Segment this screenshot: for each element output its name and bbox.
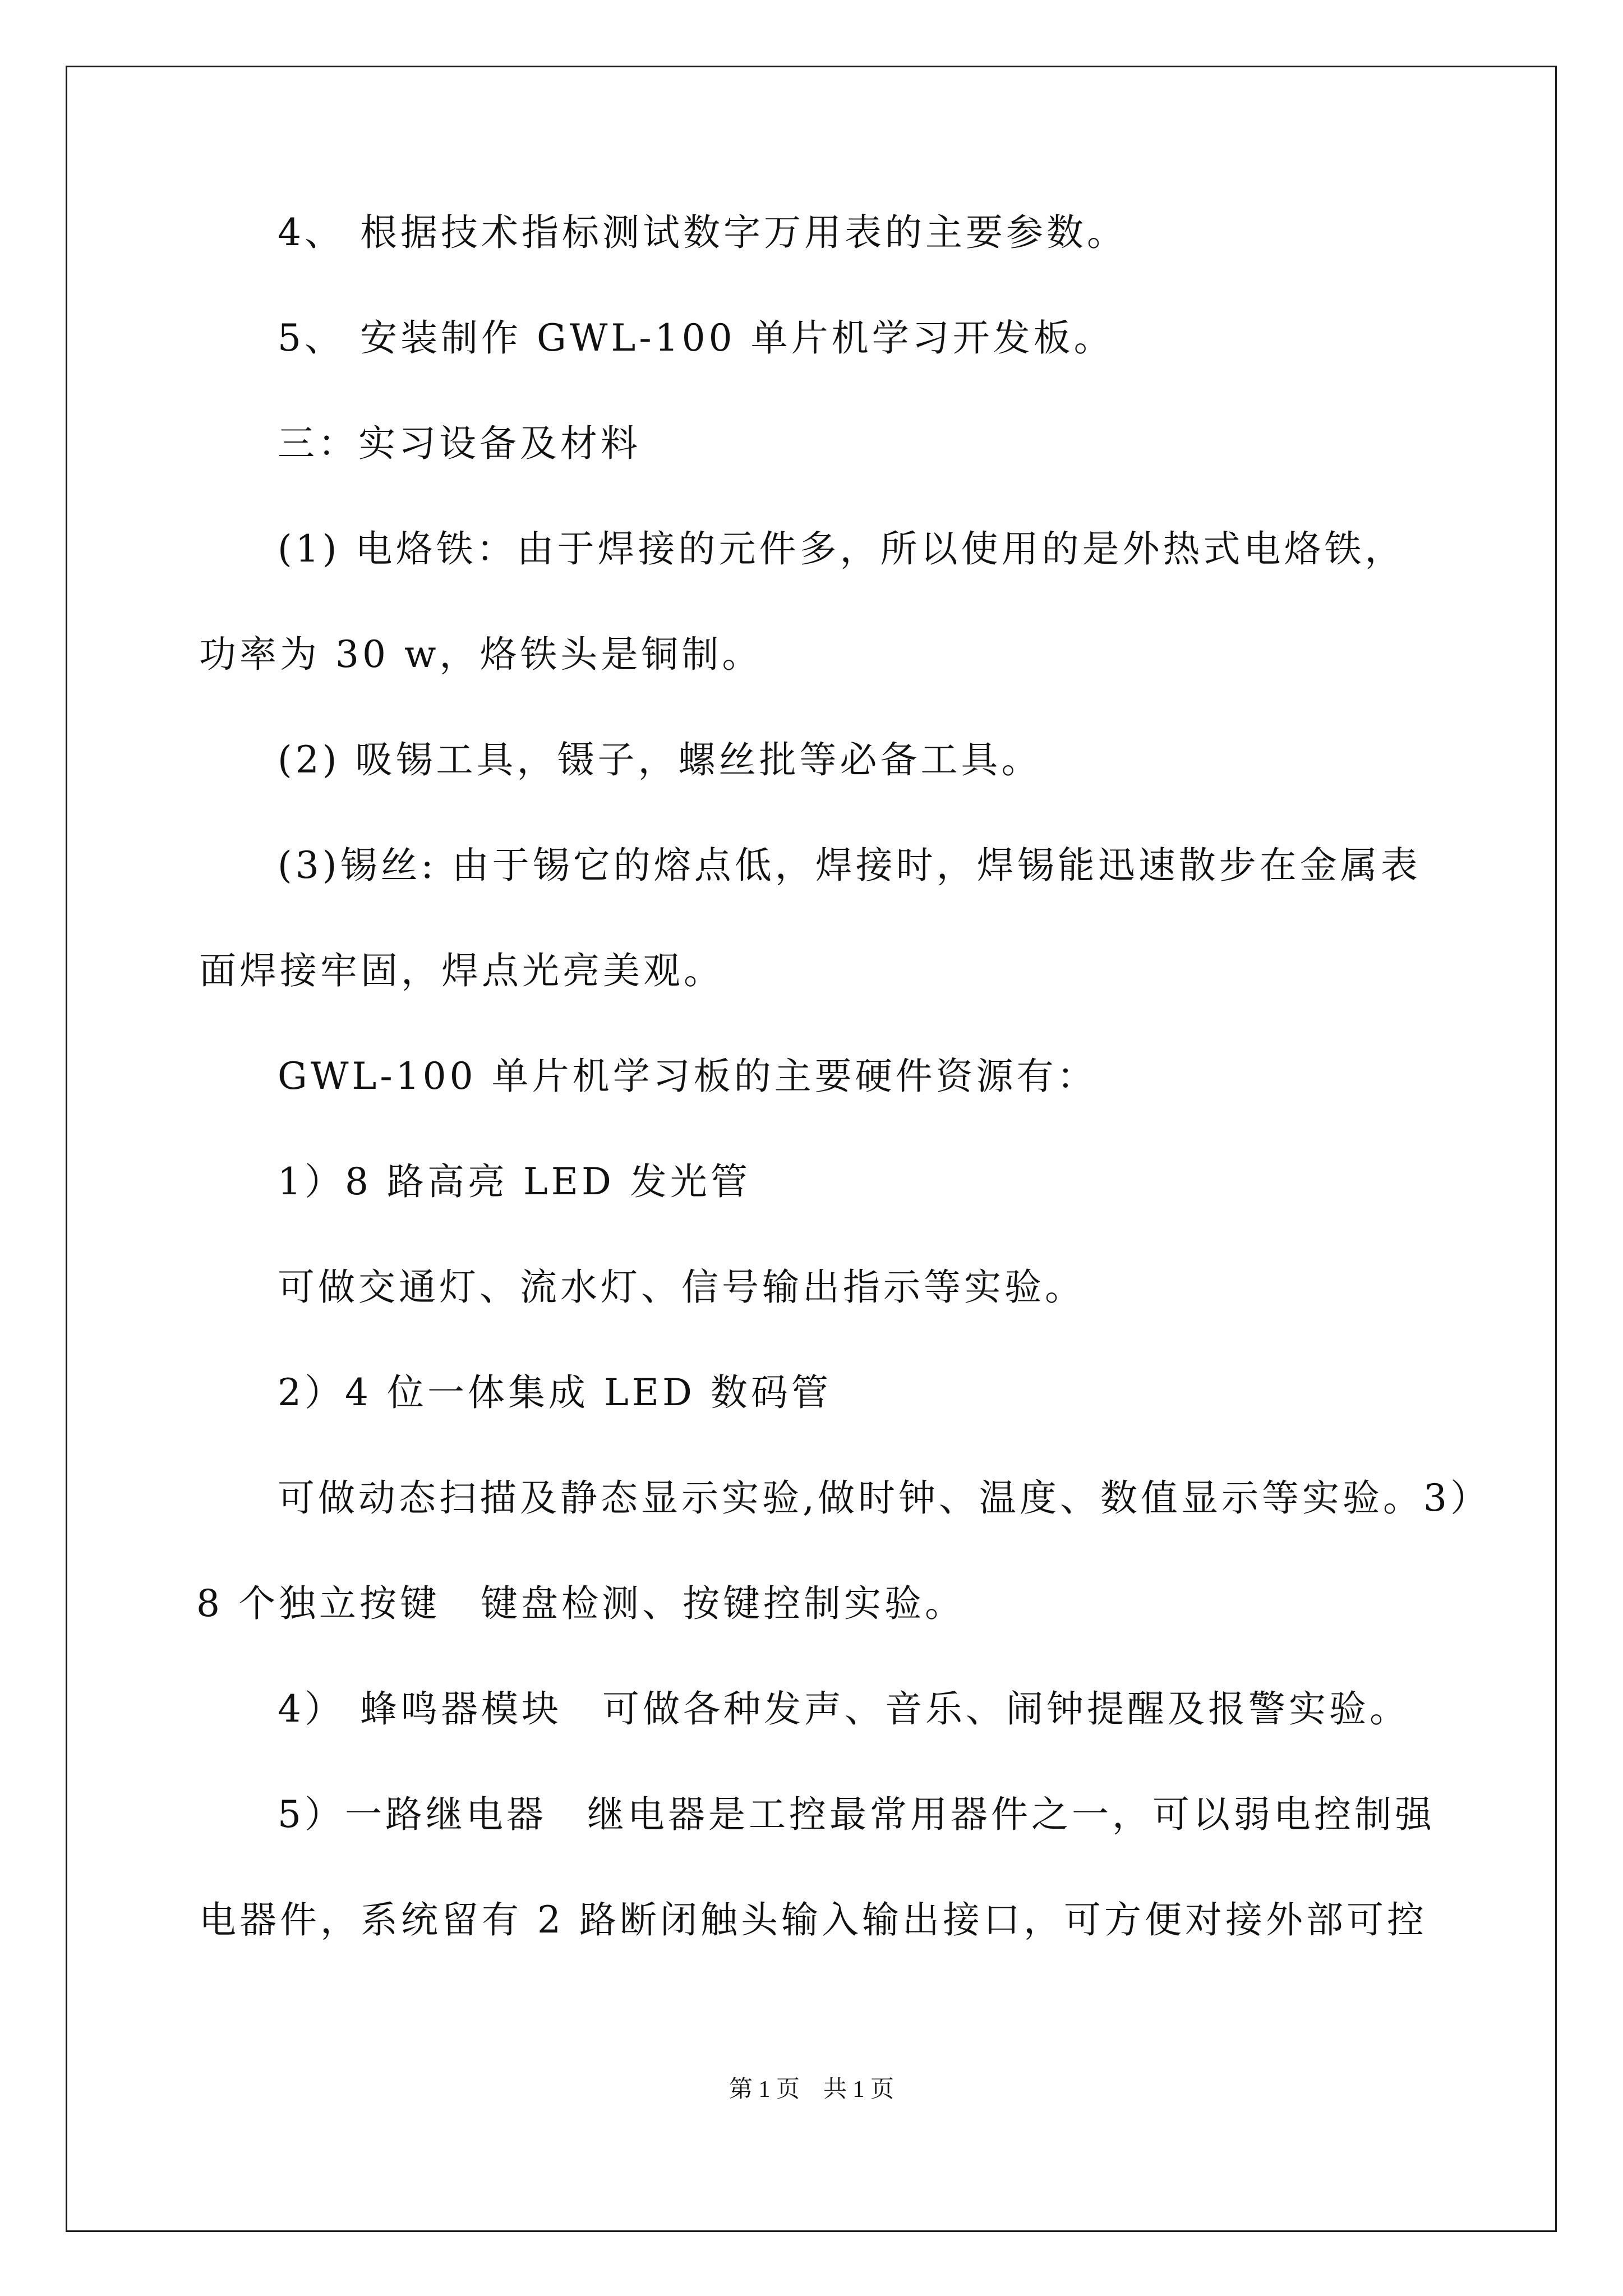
text-line-7: (3)锡丝: 由于锡它的熔点低，焊接时，焊锡能迅速散步在金属表 bbox=[278, 844, 1421, 887]
text-line-10: 1）8 路高亮 LED 发光管 bbox=[278, 1160, 751, 1203]
text-line-14: 8 个独立按键 键盘检测、按键控制实验。 bbox=[196, 1582, 965, 1625]
text-line-6: (2) 吸锡工具，镊子，螺丝批等必备工具。 bbox=[278, 738, 1042, 781]
text-line-17: 电器件，系统留有 2 路断闭触头输入输出接口，可方便对接外部可控 bbox=[199, 1898, 1427, 1941]
text-line-16: 5）一路继电器 继电器是工控最常用器件之一，可以弱电控制强 bbox=[278, 1793, 1435, 1836]
text-line-12: 2）4 位一体集成 LED 数码管 bbox=[278, 1371, 832, 1414]
text-line-4: (1) 电烙铁：由于焊接的元件多，所以使用的是外热式电烙铁， bbox=[278, 527, 1405, 570]
text-line-9: GWL-100 单片机学习板的主要硬件资源有： bbox=[278, 1055, 1098, 1098]
text-line-13: 可做动态扫描及静态显示实验,做时钟、温度、数值显示等实验。3） bbox=[278, 1476, 1491, 1520]
text-line-15: 4） 蜂鸣器模块 可做各种发声、音乐、闹钟提醒及报警实验。 bbox=[278, 1687, 1410, 1731]
text-line-8: 面焊接牢固，焊点光亮美观。 bbox=[199, 949, 724, 992]
text-line-11: 可做交通灯、流水灯、信号输出指示等实验。 bbox=[278, 1266, 1085, 1309]
page-number: 第 1 页 共 1 页 bbox=[728, 2077, 894, 2102]
section-heading: 三：实习设备及材料 bbox=[278, 422, 641, 465]
text-line-2: 5、 安装制作 GWL-100 单片机学习开发板。 bbox=[278, 316, 1114, 360]
text-line-5: 功率为 30 w，烙铁头是铜制。 bbox=[199, 633, 763, 676]
text-line-1: 4、 根据技术指标测试数字万用表的主要参数。 bbox=[278, 211, 1127, 254]
